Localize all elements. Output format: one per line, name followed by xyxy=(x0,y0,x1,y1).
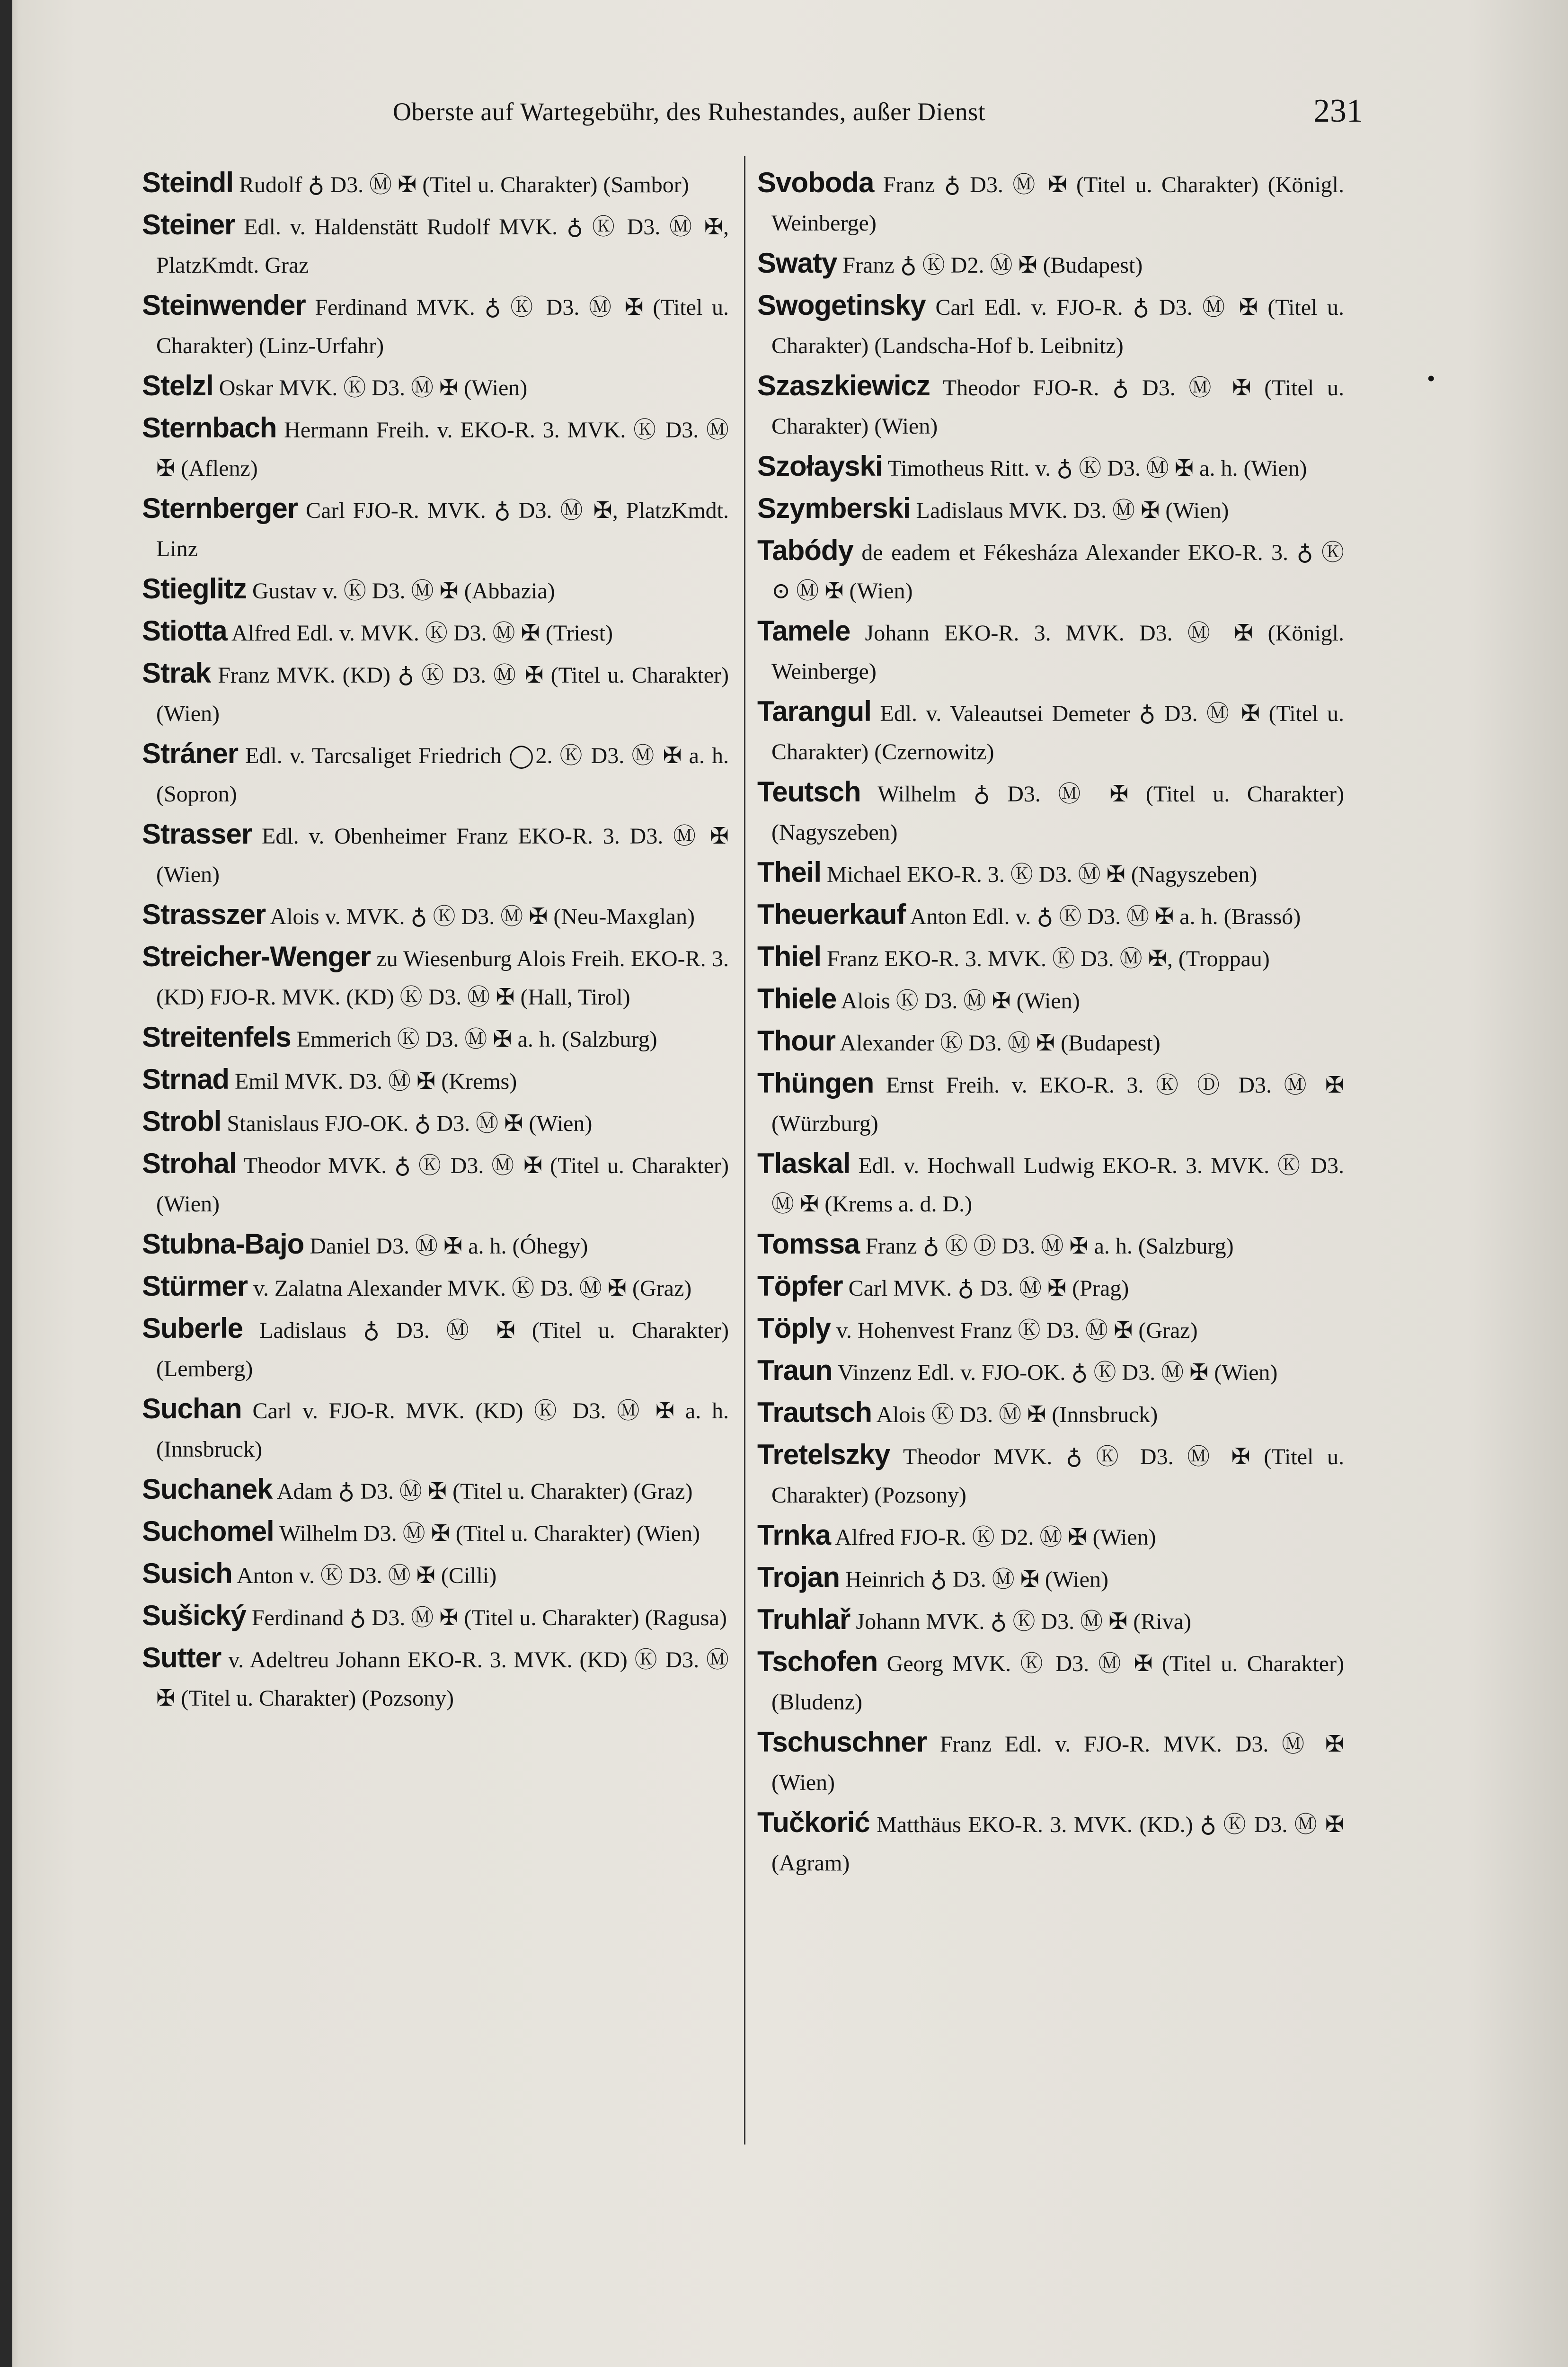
register-entry xyxy=(757,1516,1344,1557)
register-entry xyxy=(142,205,729,285)
entry-surname: Swaty xyxy=(757,247,837,279)
left-column xyxy=(142,163,729,2175)
register-entry xyxy=(142,1389,729,1468)
entry-details: Franz EKO-R. 3. MVK. Ⓚ D3. Ⓜ ✠, (Troppau) xyxy=(827,946,1270,971)
entry-surname: Trojan xyxy=(757,1561,840,1593)
register-entry xyxy=(757,612,1344,691)
register-entry xyxy=(757,1309,1344,1350)
entry-surname: Susich xyxy=(142,1557,232,1589)
entry-surname: Theil xyxy=(757,856,822,888)
entry-surname: Tarangul xyxy=(757,695,871,727)
entry-details: v. Adeltreu Johann EKO-R. 3. MVK. (KD) Ⓚ D3. Ⓜ ✠ (Titel u. Charakter) (Pozsony) xyxy=(156,1647,729,1711)
entry-surname: Streitenfels xyxy=(142,1021,291,1053)
entry-details: Edl. v. Tarcsaliget Friedrich ◯2. Ⓚ D3. Ⓜ ✠ a. h. (Sopron) xyxy=(156,743,729,807)
register-entry xyxy=(142,815,729,894)
entry-details: Timotheus Ritt. v. ♁ Ⓚ D3. Ⓜ ✠ a. h. (Wien) xyxy=(887,456,1307,481)
entry-surname: Steinwender xyxy=(142,289,306,321)
entry-details: Alfred Edl. v. MVK. Ⓚ D3. Ⓜ ✠ (Triest) xyxy=(231,621,613,646)
page-number: 231 xyxy=(1313,93,1363,129)
entry-details: Michael EKO-R. 3. Ⓚ D3. Ⓜ ✠ (Nagyszeben) xyxy=(827,862,1258,887)
entry-details: Emmerich Ⓚ D3. Ⓜ ✠ a. h. (Salzburg) xyxy=(296,1027,657,1052)
register-entry xyxy=(757,1642,1344,1721)
entry-surname: Teutsch xyxy=(757,776,861,808)
entry-details: Edl. v. Valeautsei Demeter ♁ D3. Ⓜ ✠ (Titel u. Charakter) (Czernowitz) xyxy=(771,701,1344,765)
entry-surname: Svoboda xyxy=(757,167,874,198)
entry-details: Franz ♁ Ⓚ D2. Ⓜ ✠ (Budapest) xyxy=(842,253,1143,278)
register-entry xyxy=(142,1102,729,1143)
entry-details: Ladislaus ♁ D3. Ⓜ ✠ (Titel u. Charakter) (Lemberg) xyxy=(156,1318,729,1381)
entry-surname: Tschofen xyxy=(757,1646,878,1677)
entry-surname: Tretelszky xyxy=(757,1439,890,1470)
entry-details: Ernst Freih. v. EKO-R. 3. Ⓚ Ⓓ D3. Ⓜ ✠ (Würzburg) xyxy=(771,1073,1344,1136)
entry-details: Theodor FJO-R. ♁ D3. Ⓜ ✠ (Titel u. Charakter) (Wien) xyxy=(771,375,1344,439)
entry-surname: Trnka xyxy=(757,1519,831,1551)
entry-details: Theodor MVK. ♁ Ⓚ D3. Ⓜ ✠ (Titel u. Charakter) (Wien) xyxy=(156,1153,729,1217)
entry-details: Heinrich ♁ D3. Ⓜ ✠ (Wien) xyxy=(845,1567,1108,1592)
entry-details: Ferdinand MVK. ♁ Ⓚ D3. Ⓜ ✠ (Titel u. Charakter) (Linz-Urfahr) xyxy=(156,295,729,358)
entry-surname: Theuerkauf xyxy=(757,899,906,930)
register-entry xyxy=(142,570,729,610)
register-entry xyxy=(757,1022,1344,1062)
entry-details: de eadem et Fékesháza Alexander EKO-R. 3. ♁ Ⓚ ⊙ Ⓜ ✠ (Wien) xyxy=(771,540,1344,604)
entry-details: Theodor MVK. ♁ Ⓚ D3. Ⓜ ✠ (Titel u. Charakter) (Pozsony) xyxy=(771,1444,1344,1508)
entry-details: Daniel D3. Ⓜ ✠ a. h. (Óhegy) xyxy=(310,1234,588,1259)
entry-surname: Suberle xyxy=(142,1312,243,1344)
entry-surname: Töpfer xyxy=(757,1270,843,1302)
page-header xyxy=(393,92,1363,135)
entry-surname: Tučkorić xyxy=(757,1806,870,1838)
entry-surname: Thour xyxy=(757,1025,835,1057)
entry-details: Gustav v. Ⓚ D3. Ⓜ ✠ (Abbazia) xyxy=(252,578,555,604)
entry-surname: Swogetinsky xyxy=(757,289,926,321)
entry-surname: Strnad xyxy=(142,1063,230,1095)
register-entry xyxy=(757,1144,1344,1223)
entry-details: Carl FJO-R. MVK. ♁ D3. Ⓜ ✠, PlatzKmdt. Linz xyxy=(156,498,729,561)
register-entry xyxy=(757,489,1344,530)
entry-surname: Steiner xyxy=(142,209,235,240)
register-entry xyxy=(757,1351,1344,1392)
entry-details: Johann MVK. ♁ Ⓚ D3. Ⓜ ✠ (Riva) xyxy=(856,1609,1191,1634)
register-entry xyxy=(142,1638,729,1717)
register-entry xyxy=(757,1393,1344,1434)
entry-details: Wilhelm D3. Ⓜ ✠ (Titel u. Charakter) (Wien) xyxy=(279,1521,700,1546)
entry-surname: Truhlař xyxy=(757,1603,850,1635)
entry-surname: Stubna-Bajo xyxy=(142,1228,304,1260)
entry-surname: Töply xyxy=(757,1312,831,1344)
entry-surname: Szołayski xyxy=(757,450,883,482)
right-column xyxy=(757,163,1344,2175)
register-entry xyxy=(757,1435,1344,1514)
register-entry xyxy=(757,531,1344,610)
register-entry xyxy=(142,1144,729,1223)
entry-surname: Trautsch xyxy=(757,1397,872,1428)
entry-details: Carl Edl. v. FJO-R. ♁ D3. Ⓜ ✠ (Titel u. Charakter) (Landscha-Hof b. Leibnitz) xyxy=(771,295,1344,358)
entry-details: Franz MVK. (KD) ♁ Ⓚ D3. Ⓜ ✠ (Titel u. Charakter) (Wien) xyxy=(156,663,729,726)
register-entry xyxy=(142,163,729,204)
register-entry xyxy=(142,1470,729,1511)
entry-details: Alois Ⓚ D3. Ⓜ ✠ (Innsbruck) xyxy=(876,1402,1158,1427)
register-entry xyxy=(142,1225,729,1265)
entry-details: Edl. v. Hochwall Ludwig EKO-R. 3. MVK. Ⓚ D3. Ⓜ ✠ (Krems a. d. D.) xyxy=(771,1153,1344,1217)
register-entry xyxy=(757,163,1344,242)
entry-surname: Stürmer xyxy=(142,1270,248,1302)
register-entry xyxy=(757,366,1344,445)
entry-details: Stanislaus FJO-OK. ♁ D3. Ⓜ ✠ (Wien) xyxy=(227,1111,593,1136)
entry-surname: Strohal xyxy=(142,1148,237,1179)
entry-surname: Tamele xyxy=(757,615,850,647)
entry-surname: Steindl xyxy=(142,167,234,198)
entry-surname: Tschuschner xyxy=(757,1726,927,1758)
entry-surname: Thiel xyxy=(757,941,822,972)
register-entry xyxy=(142,734,729,813)
register-entry xyxy=(142,1554,729,1595)
register-entry xyxy=(757,1600,1344,1641)
entry-details: Ladislaus MVK. D3. Ⓜ ✠ (Wien) xyxy=(916,498,1229,523)
entry-details: v. Hohenvest Franz Ⓚ D3. Ⓜ ✠ (Graz) xyxy=(836,1318,1198,1343)
register-entry xyxy=(142,366,729,407)
entry-surname: Stelzl xyxy=(142,370,213,401)
entry-details: Franz ♁ D3. Ⓜ ✠ (Titel u. Charakter) (Königl. Weinberge) xyxy=(771,172,1344,236)
entry-surname: Tabódy xyxy=(757,534,853,566)
entry-details: Franz Edl. v. FJO-R. MVK. D3. Ⓜ ✠ (Wien) xyxy=(771,1732,1344,1795)
register-entry xyxy=(757,1225,1344,1265)
entry-surname: Tlaskal xyxy=(757,1148,850,1179)
entry-surname: Stráner xyxy=(142,738,239,769)
entry-surname: Strobl xyxy=(142,1105,221,1137)
register-entry xyxy=(757,937,1344,978)
register-entry xyxy=(757,286,1344,365)
entry-surname: Suchomel xyxy=(142,1515,274,1547)
column-divider xyxy=(744,156,745,2145)
entry-details: Wilhelm ♁ D3. Ⓜ ✠ (Titel u. Charakter) (Nagyszeben) xyxy=(771,782,1344,845)
entry-details: Alfred FJO-R. Ⓚ D2. Ⓜ ✠ (Wien) xyxy=(835,1525,1156,1550)
entry-details: Emil MVK. D3. Ⓜ ✠ (Krems) xyxy=(235,1069,517,1094)
entry-details: Alois Ⓚ D3. Ⓜ ✠ (Wien) xyxy=(841,988,1080,1014)
entry-details: zu Wiesenburg Alois Freih. EKO-R. 3. (KD) FJO-R. MVK. (KD) Ⓚ D3. Ⓜ ✠ (Hall, Tirol) xyxy=(156,946,729,1010)
register-entry xyxy=(757,1803,1344,1882)
register-entry xyxy=(757,853,1344,894)
running-head: Oberste auf Wartegebühr, des Ruhestandes, außer Dienst xyxy=(393,98,986,126)
entry-surname: Sternberger xyxy=(142,492,298,524)
entry-surname: Stieglitz xyxy=(142,573,247,605)
entry-surname: Szaszkiewicz xyxy=(757,370,930,401)
register-entry xyxy=(142,895,729,936)
register-entry xyxy=(757,1723,1344,1802)
entry-details: Alois v. MVK. ♁ Ⓚ D3. Ⓜ ✠ (Neu-Maxglan) xyxy=(270,904,695,929)
entry-details: Anton Edl. v. ♁ Ⓚ D3. Ⓜ ✠ a. h. (Brassó) xyxy=(910,904,1301,929)
entry-details: Georg MVK. Ⓚ D3. Ⓜ ✠ (Titel u. Charakter) (Bludenz) xyxy=(771,1651,1344,1715)
register-entry xyxy=(757,979,1344,1020)
entry-details: Oskar MVK. Ⓚ D3. Ⓜ ✠ (Wien) xyxy=(219,375,528,400)
entry-details: Ferdinand ♁ D3. Ⓜ ✠ (Titel u. Charakter) (Ragusa) xyxy=(251,1605,727,1630)
register-entry xyxy=(757,1064,1344,1143)
entry-surname: Sutter xyxy=(142,1642,221,1673)
entry-surname: Strasser xyxy=(142,818,252,850)
entry-details: Rudolf ♁ D3. Ⓜ ✠ (Titel u. Charakter) (Sambor) xyxy=(239,172,689,197)
binding-gutter xyxy=(0,0,12,2367)
entry-surname: Streicher-Wenger xyxy=(142,941,371,972)
entry-details: Edl. v. Obenheimer Franz EKO-R. 3. D3. Ⓜ ✠ (Wien) xyxy=(156,824,729,887)
entry-details: Carl MVK. ♁ D3. Ⓜ ✠ (Prag) xyxy=(848,1276,1129,1301)
register-entry xyxy=(757,895,1344,936)
entry-details: Johann EKO-R. 3. MVK. D3. Ⓜ ✠ (Königl. Weinberge) xyxy=(771,621,1344,684)
entry-details: Hermann Freih. v. EKO-R. 3. MVK. Ⓚ D3. Ⓜ ✠ (Aflenz) xyxy=(156,418,729,481)
register-entry xyxy=(142,1267,729,1308)
register-entry xyxy=(142,1512,729,1553)
entry-surname: Thiele xyxy=(757,983,837,1014)
register-entry xyxy=(142,1309,729,1388)
entry-surname: Sušický xyxy=(142,1600,246,1631)
register-entry xyxy=(757,244,1344,285)
register-entry xyxy=(757,1267,1344,1308)
register-entry xyxy=(142,612,729,652)
register-entry xyxy=(142,1018,729,1059)
register-entry xyxy=(142,489,729,568)
entry-details: Anton v. Ⓚ D3. Ⓜ ✠ (Cilli) xyxy=(237,1563,497,1588)
entry-details: Adam ♁ D3. Ⓜ ✠ (Titel u. Charakter) (Graz) xyxy=(276,1479,693,1504)
entry-details: Carl v. FJO-R. MVK. (KD) Ⓚ D3. Ⓜ ✠ a. h. (Innsbruck) xyxy=(156,1398,729,1462)
entry-surname: Tomssa xyxy=(757,1228,860,1260)
entry-surname: Suchan xyxy=(142,1393,242,1424)
register-entry xyxy=(142,1596,729,1637)
register-entry xyxy=(142,409,729,488)
margin-bullet: • xyxy=(1427,365,1435,392)
entry-surname: Suchanek xyxy=(142,1473,273,1505)
entry-surname: Strasszer xyxy=(142,899,266,930)
entry-details: Vinzenz Edl. v. FJO-OK. ♁ Ⓚ D3. Ⓜ ✠ (Wien) xyxy=(837,1360,1278,1385)
entry-surname: Strak xyxy=(142,657,211,689)
register-entry xyxy=(142,286,729,365)
entry-surname: Sternbach xyxy=(142,412,277,444)
register-entry xyxy=(142,1060,729,1101)
register-entry xyxy=(757,773,1344,852)
entry-details: Alexander Ⓚ D3. Ⓜ ✠ (Budapest) xyxy=(840,1031,1160,1056)
entry-surname: Traun xyxy=(757,1354,833,1386)
entry-surname: Stiotta xyxy=(142,615,227,647)
entry-surname: Szymberski xyxy=(757,492,911,524)
entry-details: v. Zalatna Alexander MVK. Ⓚ D3. Ⓜ ✠ (Graz) xyxy=(253,1276,692,1301)
entry-details: Franz ♁ Ⓚ Ⓓ D3. Ⓜ ✠ a. h. (Salzburg) xyxy=(865,1234,1234,1259)
register-entry xyxy=(142,654,729,733)
register-entry xyxy=(142,937,729,1016)
entry-surname: Thüngen xyxy=(757,1067,874,1099)
entry-details: Matthäus EKO-R. 3. MVK. (KD.) ♁ Ⓚ D3. Ⓜ ✠ (Agram) xyxy=(771,1812,1344,1876)
entry-details: Edl. v. Haldenstätt Rudolf MVK. ♁ Ⓚ D3. Ⓜ ✠, PlatzKmdt. Graz xyxy=(156,214,729,278)
register-entry xyxy=(757,1558,1344,1599)
register-entry xyxy=(757,692,1344,771)
register-entry xyxy=(757,447,1344,488)
